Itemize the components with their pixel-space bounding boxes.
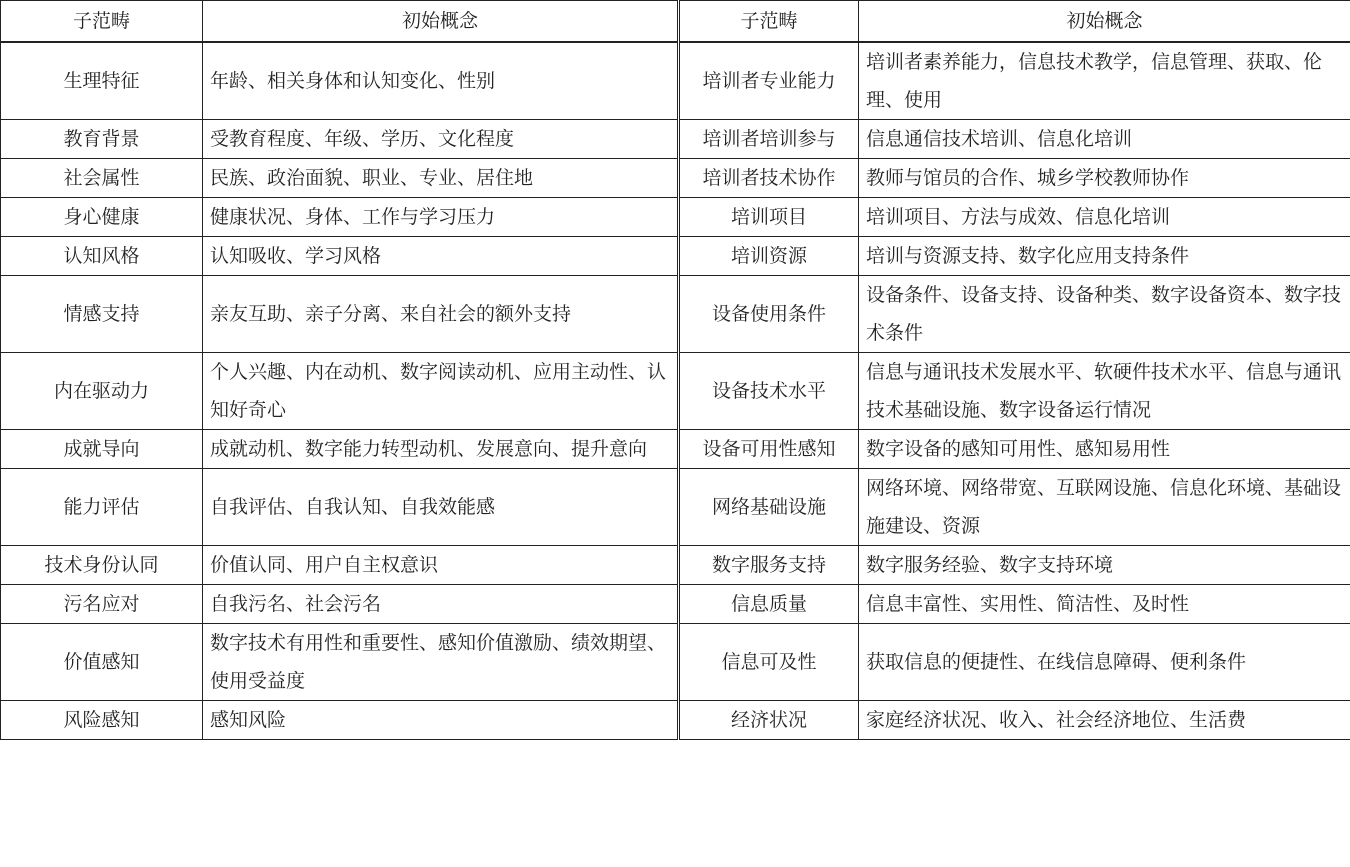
right-category-cell: 培训者技术协作: [679, 159, 859, 198]
left-concept-cell: 自我污名、社会污名: [203, 585, 679, 624]
table-row: [1, 353, 1350, 430]
table-row: [1, 430, 1350, 469]
right-concept-cell: 家庭经济状况、收入、社会经济地位、生活费: [859, 701, 1350, 740]
right-concept-cell: 培训者素养能力，信息技术教学，信息管理、获取、伦理、使用: [859, 42, 1350, 120]
left-concept-cell: 民族、政治面貌、职业、专业、居住地: [203, 159, 679, 198]
left-concept-cell: 个人兴趣、内在动机、数字阅读动机、应用主动性、认知好奇心: [203, 353, 679, 430]
left-category-cell: 污名应对: [1, 585, 203, 624]
table-row: [1, 159, 1350, 198]
right-category-cell: 设备使用条件: [679, 276, 859, 353]
left-category-cell: 情感支持: [1, 276, 203, 353]
left-concept-cell: 年龄、相关身体和认知变化、性别: [203, 42, 679, 120]
right-concept-cell: 数字服务经验、数字支持环境: [859, 546, 1350, 585]
left-category-cell: 价值感知: [1, 624, 203, 701]
right-category-cell: 培训者专业能力: [679, 42, 859, 120]
table-row: [1, 701, 1350, 740]
left-concept-cell: 认知吸收、学习风格: [203, 237, 679, 276]
table-row: [1, 585, 1350, 624]
left-concept-cell: 受教育程度、年级、学历、文化程度: [203, 120, 679, 159]
right-category-cell: 信息可及性: [679, 624, 859, 701]
right-concept-cell: 数字设备的感知可用性、感知易用性: [859, 430, 1350, 469]
table-row: [1, 237, 1350, 276]
table-row: [1, 42, 1350, 120]
right-concept-cell: 教师与馆员的合作、城乡学校教师协作: [859, 159, 1350, 198]
left-category-cell: 能力评估: [1, 469, 203, 546]
left-category-cell: 成就导向: [1, 430, 203, 469]
right-category-cell: 数字服务支持: [679, 546, 859, 585]
left-concept-cell: 价值认同、用户自主权意识: [203, 546, 679, 585]
left-category-header: 子范畴: [1, 1, 203, 43]
right-concept-cell: 设备条件、设备支持、设备种类、数字设备资本、数字技术条件: [859, 276, 1350, 353]
table-row: [1, 198, 1350, 237]
table-row: [1, 276, 1350, 353]
header-row: [1, 1, 1350, 43]
left-category-cell: 社会属性: [1, 159, 203, 198]
left-concept-cell: 亲友互助、亲子分离、来自社会的额外支持: [203, 276, 679, 353]
right-concept-cell: 信息丰富性、实用性、简洁性、及时性: [859, 585, 1350, 624]
right-category-cell: 设备技术水平: [679, 353, 859, 430]
right-category-cell: 经济状况: [679, 701, 859, 740]
right-concept-cell: 培训项目、方法与成效、信息化培训: [859, 198, 1350, 237]
right-category-cell: 培训资源: [679, 237, 859, 276]
table-row: [1, 120, 1350, 159]
left-concept-cell: 感知风险: [203, 701, 679, 740]
right-category-cell: 网络基础设施: [679, 469, 859, 546]
left-category-cell: 认知风格: [1, 237, 203, 276]
table-row: [1, 624, 1350, 701]
right-concept-cell: 信息通信技术培训、信息化培训: [859, 120, 1350, 159]
right-category-cell: 信息质量: [679, 585, 859, 624]
left-category-cell: 技术身份认同: [1, 546, 203, 585]
right-category-cell: 设备可用性感知: [679, 430, 859, 469]
left-concept-header: 初始概念: [203, 1, 679, 43]
left-category-cell: 教育背景: [1, 120, 203, 159]
left-category-cell: 身心健康: [1, 198, 203, 237]
left-concept-cell: 数字技术有用性和重要性、感知价值激励、绩效期望、使用受益度: [203, 624, 679, 701]
left-concept-cell: 自我评估、自我认知、自我效能感: [203, 469, 679, 546]
left-concept-cell: 成就动机、数字能力转型动机、发展意向、提升意向: [203, 430, 679, 469]
right-concept-cell: 培训与资源支持、数字化应用支持条件: [859, 237, 1350, 276]
left-category-cell: 内在驱动力: [1, 353, 203, 430]
table-row: [1, 546, 1350, 585]
table-row: [1, 469, 1350, 546]
right-concept-cell: 网络环境、网络带宽、互联网设施、信息化环境、基础设施建设、资源: [859, 469, 1350, 546]
right-category-cell: 培训者培训参与: [679, 120, 859, 159]
left-category-cell: 风险感知: [1, 701, 203, 740]
right-concept-cell: 获取信息的便捷性、在线信息障碍、便利条件: [859, 624, 1350, 701]
right-category-header: 子范畴: [679, 1, 859, 43]
left-concept-cell: 健康状况、身体、工作与学习压力: [203, 198, 679, 237]
right-category-cell: 培训项目: [679, 198, 859, 237]
right-concept-header: 初始概念: [859, 1, 1350, 43]
left-category-cell: 生理特征: [1, 42, 203, 120]
right-concept-cell: 信息与通讯技术发展水平、软硬件技术水平、信息与通讯技术基础设施、数字设备运行情况: [859, 353, 1350, 430]
